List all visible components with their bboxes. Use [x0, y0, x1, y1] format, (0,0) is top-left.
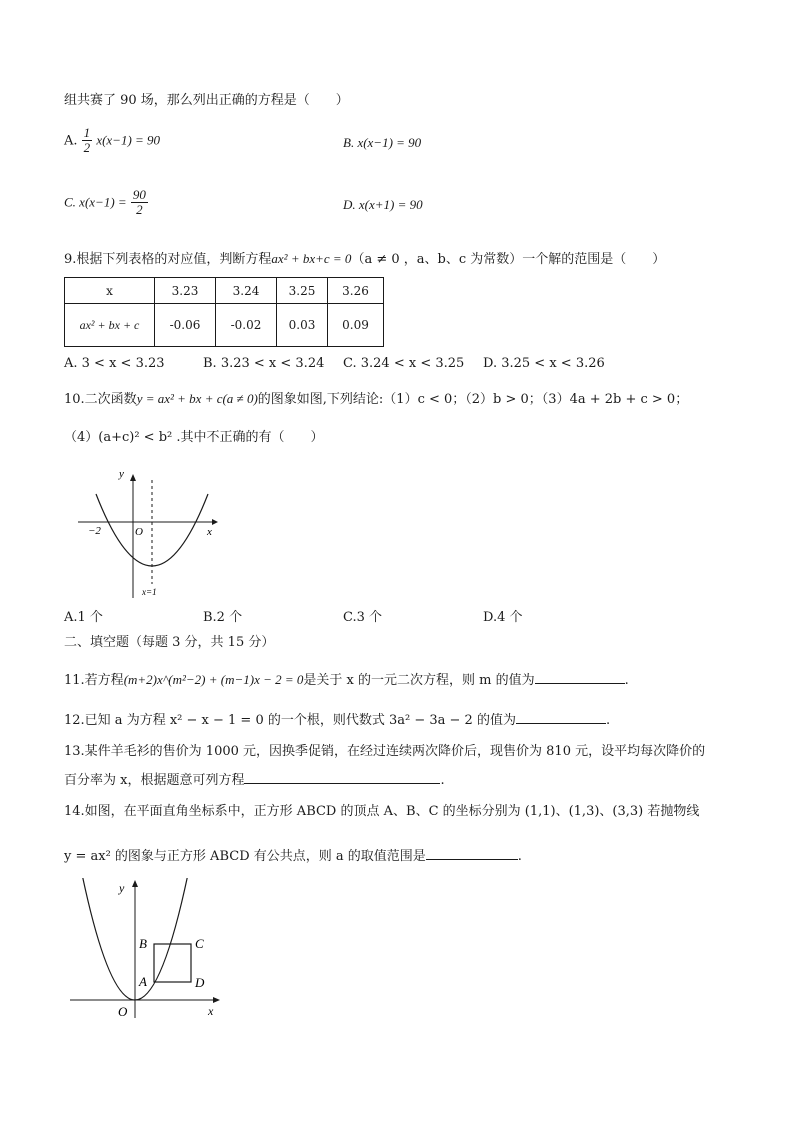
q10-option-b[interactable]: B.2 个: [203, 610, 243, 625]
q12-answer-blank[interactable]: [516, 711, 606, 724]
q8-stem: 组共赛了 90 场，那么列出正确的方程是（ ）: [64, 93, 349, 108]
q8-option-c-fraction: [131, 188, 148, 218]
q13-answer-blank[interactable]: [244, 771, 440, 784]
x-axis-arrow: [213, 997, 220, 1003]
table-cell: ax² + bx + c: [65, 304, 155, 347]
x-axis-arrow: [212, 519, 218, 525]
q10-parabola-graph: [76, 464, 226, 600]
table-cell: -0.02: [216, 304, 277, 347]
q12-end: .: [605, 713, 611, 728]
table-row: [65, 304, 384, 347]
q11-equation: (m+2)x^(m²−2) + (m−1)x − 2 = 0: [123, 672, 304, 687]
q8-option-a-fraction: [82, 126, 93, 156]
graph-x-label: x: [207, 526, 212, 538]
q9-stem: [64, 252, 665, 266]
point-d-label: D: [195, 975, 205, 990]
table-cell: 0.03: [277, 304, 328, 347]
q10-option-a[interactable]: A.1 个: [64, 610, 103, 625]
q8-option-a-numerator: 1: [83, 125, 91, 140]
graph-y-label: y: [119, 881, 125, 895]
q8-option-d[interactable]: D. x(x+1) = 90: [343, 197, 423, 212]
q8-option-a-prefix: A.: [64, 133, 78, 149]
q14-answer-blank[interactable]: [426, 847, 518, 860]
y-axis-arrow: [132, 880, 138, 887]
q12-line: [64, 711, 610, 727]
q9-option-a[interactable]: A. 3 < x < 3.23: [64, 356, 165, 371]
q14-line2: [64, 847, 522, 863]
y-axis-arrow: [130, 474, 136, 481]
q13-line1: 13.某件羊毛衫的售价为 1000 元，因换季促销，在经过连续两次降价后，现售价为 810 元，设平均每次降价的: [64, 744, 706, 759]
table-cell: 0.09: [328, 304, 384, 347]
section-heading: 二、填空题（每题 3 分，共 15 分）: [64, 635, 275, 650]
q9-option-b[interactable]: B. 3.23 < x < 3.24: [203, 356, 325, 371]
q14-end: .: [517, 849, 522, 864]
q13-text: 百分率为 x，根据题意可列方程: [64, 773, 245, 788]
q8-option-a-denominator: 2: [83, 140, 91, 156]
q10-stem-a: 10.二次函数: [64, 392, 137, 407]
point-c-label: C: [195, 936, 204, 951]
q10-option-c[interactable]: C.3 个: [343, 610, 383, 625]
square-abcd: [154, 944, 191, 982]
graph-origin-label: O: [118, 1004, 128, 1019]
q14-square-graph: [68, 878, 228, 1023]
q11-text-a: 11.若方程: [64, 673, 124, 688]
q10-stem-b: 的图象如图,下列结论:（1）c < 0；（2）b > 0；（3）4a + 2b + c > 0；: [257, 392, 689, 407]
point-b-label: B: [139, 936, 147, 951]
point-a-label: A: [139, 974, 147, 989]
q8-option-c-denominator: 2: [136, 202, 143, 218]
graph-neg2-label: −2: [88, 525, 101, 537]
q8-option-c-prefix: C. x(x−1) =: [64, 194, 127, 210]
q11-text-b: 是关于 x 的一元二次方程，则 m 的值为: [303, 673, 535, 688]
q8-option-b[interactable]: B. x(x−1) = 90: [343, 135, 422, 150]
q11-line: [64, 671, 629, 687]
q14-line1: 14.如图，在平面直角坐标系中，正方形 ABCD 的顶点 A、B、C 的坐标分别为 (1,1)、(1,3)、(3,3) 若抛物线: [64, 804, 700, 819]
table-cell: x: [65, 278, 155, 304]
q8-option-a-expr: x(x−1) = 90: [96, 132, 161, 148]
graph-axis-label: x=1: [142, 587, 157, 597]
graph-y-label: y: [119, 468, 124, 480]
table-cell: 3.26: [328, 278, 384, 304]
q14-text: y = ax² 的图象与正方形 ABCD 有公共点，则 a 的取值范围是: [64, 849, 426, 864]
q10-stem-line2: （4）(a+c)² < b² .其中不正确的有（ ）: [64, 430, 324, 445]
q8-option-c-numerator: 90: [132, 187, 146, 202]
q9-stem-part2: （a ≠ 0 ，a、b、c 为常数）一个解的范围是（ ）: [351, 252, 666, 267]
table-cell: 3.23: [155, 278, 216, 304]
q10-stem-line1: [64, 392, 688, 406]
q9-option-c[interactable]: C. 3.24 < x < 3.25: [343, 356, 465, 371]
q13-end: .: [440, 773, 445, 788]
graph-origin-label: O: [135, 526, 143, 538]
table-row: [65, 278, 384, 304]
q11-end: .: [624, 673, 629, 688]
graph-x-label: x: [208, 1004, 214, 1018]
q9-equation: ax² + bx+c = 0: [271, 251, 352, 266]
table-cell: 3.24: [216, 278, 277, 304]
q9-stem-part1: 9.根据下列表格的对应值，判断方程: [64, 252, 272, 267]
q8-option-c[interactable]: [64, 188, 148, 218]
q10-equation: y = ax² + bx + c(a ≠ 0): [136, 391, 258, 406]
q12-text: 12.已知 a 为方程 x² − x − 1 = 0 的一个根，则代数式 3a² − 3a − 2 的值为: [64, 713, 516, 728]
q11-answer-blank[interactable]: [535, 671, 625, 684]
q10-option-d[interactable]: D.4 个: [483, 610, 523, 625]
q9-option-d[interactable]: D. 3.25 < x < 3.26: [483, 356, 605, 371]
table-cell: 3.25: [277, 278, 328, 304]
q8-option-a[interactable]: [64, 126, 160, 156]
q9-value-table: [64, 277, 384, 347]
q13-line2: [64, 771, 445, 787]
table-cell: -0.06: [155, 304, 216, 347]
